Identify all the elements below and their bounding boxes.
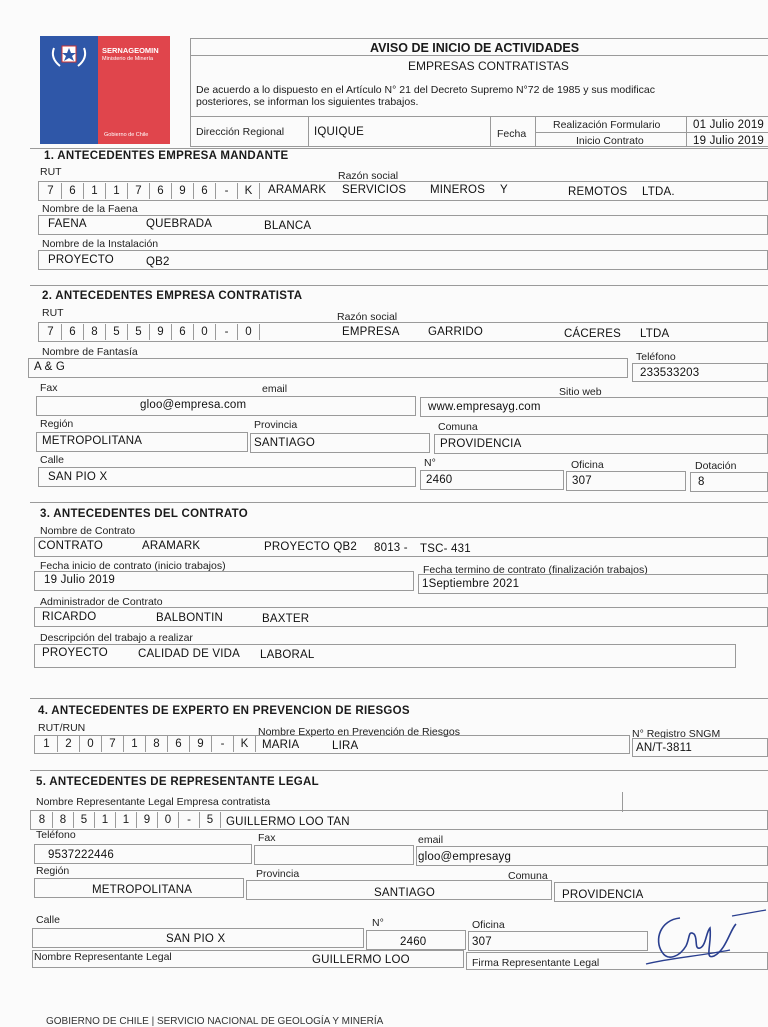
- s2-fantasia-label: Nombre de Fantasía: [42, 346, 138, 358]
- rut-digit-cell: 6: [150, 183, 172, 199]
- rut-digit-cell: -: [212, 736, 234, 752]
- s1-razon-word: SERVICIOS: [342, 184, 407, 196]
- rut-digit-cell: 9: [172, 183, 194, 199]
- s5-region-label: Región: [36, 865, 70, 877]
- s2-provincia-value: SANTIAGO: [254, 437, 316, 449]
- section-1-title: 1. ANTECEDENTES EMPRESA MANDANTE: [44, 150, 289, 162]
- s1-instalacion-word: PROYECTO: [48, 254, 114, 266]
- rut-digit-cell: -: [179, 812, 200, 828]
- rut-digit-cell: 1: [95, 812, 116, 828]
- s3-inicio-label: Fecha inicio de contrato (inicio trabajos): [40, 560, 226, 572]
- s2-numero-label: N°: [424, 457, 436, 469]
- rut-digit-cell: 8: [53, 812, 74, 828]
- s5-numero-value: 2460: [400, 936, 427, 948]
- s5-oficina-label: Oficina: [472, 919, 505, 931]
- s3-nombre-label: Nombre de Contrato: [40, 525, 136, 537]
- rut-digit-cell: 8: [146, 736, 168, 752]
- s2-email-label: email: [262, 383, 288, 395]
- s1-razon-word: Y: [500, 184, 508, 196]
- s3-nombre-word: 8013 -: [374, 542, 408, 554]
- s3-desc-word: LABORAL: [260, 649, 315, 661]
- s3-nombre-word: CONTRATO: [38, 540, 104, 552]
- rut-digit-cell: 1: [124, 736, 146, 752]
- rut-digit-cell: 1: [36, 736, 58, 752]
- rut-digit-cell: 0: [194, 324, 216, 340]
- rut-digit-cell: 5: [106, 324, 128, 340]
- intro-text-line1: De acuerdo a lo dispuesto en el Artículo N° 21 del Decreto Supremo N°72 de 1985 y sus modificac: [196, 84, 655, 96]
- rut-digit-cell: 8: [84, 324, 106, 340]
- s2-calle-label: Calle: [40, 454, 64, 466]
- s1-razon-word: ARAMARK: [268, 184, 327, 196]
- s1-faena-label: Nombre de la Faena: [42, 203, 138, 215]
- s3-termino-value: 1Septiembre 2021: [422, 578, 520, 590]
- s2-rut-label: RUT: [42, 307, 64, 319]
- rut-digit-cell: 6: [62, 183, 84, 199]
- s2-comuna-value: PROVIDENCIA: [440, 438, 522, 450]
- s1-instalacion-word: QB2: [146, 256, 170, 268]
- s1-razon-social-label: Razón social: [338, 170, 399, 182]
- s5-rep-value: GUILLERMO LOO: [312, 954, 410, 966]
- s3-inicio-value: 19 Julio 2019: [44, 574, 116, 586]
- s4-nombre-word: LIRA: [332, 740, 359, 752]
- s2-provincia-label: Provincia: [254, 419, 298, 431]
- s1-rut-label: RUT: [40, 166, 62, 178]
- s5-nombre-value: GUILLERMO LOO TAN: [226, 816, 350, 828]
- s5-telefono-value: 9537222446: [48, 849, 114, 861]
- s1-razon-word: LTDA.: [642, 186, 675, 198]
- s2-calle-value: SAN PIO X: [48, 471, 108, 483]
- s3-desc-word: CALIDAD DE VIDA: [138, 648, 241, 660]
- s1-faena-word: BLANCA: [264, 220, 312, 232]
- s1-rut-cells: [40, 183, 260, 199]
- rut-digit-cell: 0: [80, 736, 102, 752]
- rut-digit-cell: 9: [150, 324, 172, 340]
- s4-rut-cells: [36, 736, 256, 752]
- inicio-contrato-label: Inicio Contrato: [576, 135, 644, 147]
- direccion-regional-label: Dirección Regional: [196, 126, 285, 138]
- s5-numero-label: N°: [372, 917, 384, 929]
- rut-digit-cell: -: [216, 324, 238, 340]
- s5-email-value: gloo@empresayg: [418, 851, 512, 863]
- s2-region-value: METROPOLITANA: [42, 435, 143, 447]
- realizacion-formulario-value: 01 Julio 2019: [693, 119, 765, 131]
- rut-digit-cell: 5: [200, 812, 221, 828]
- s3-nombre-word: TSC- 431: [420, 543, 471, 555]
- s3-termino-label: Fecha termino de contrato (finalización trabajos): [423, 564, 648, 576]
- rut-digit-cell: 0: [158, 812, 179, 828]
- logo-text: SERNAGEOMIN: [102, 46, 159, 55]
- s4-registro-label: N° Registro SNGM: [632, 728, 721, 740]
- s2-dotacion-label: Dotación: [695, 460, 737, 472]
- rut-digit-cell: 7: [102, 736, 124, 752]
- s3-admin-field: [34, 607, 768, 627]
- s2-telefono-label: Teléfono: [636, 351, 676, 363]
- s2-web-label: Sitio web: [559, 386, 602, 398]
- s5-rut-cells: [32, 812, 221, 828]
- s4-rut-label: RUT/RUN: [38, 722, 86, 734]
- s5-provincia-label: Provincia: [256, 868, 300, 880]
- rut-digit-cell: 6: [172, 324, 194, 340]
- rut-digit-cell: K: [234, 736, 256, 752]
- rut-digit-cell: 9: [190, 736, 212, 752]
- s1-instalacion-label: Nombre de la Instalación: [42, 238, 159, 250]
- s2-razon-word: EMPRESA: [342, 326, 400, 338]
- section-2-title: 2. ANTECEDENTES EMPRESA CONTRATISTA: [42, 290, 303, 302]
- s2-web-value: www.empresayg.com: [428, 401, 541, 413]
- rut-digit-cell: 7: [128, 183, 150, 199]
- s5-calle-label: Calle: [36, 914, 60, 926]
- s3-nombre-word: PROYECTO QB2: [264, 541, 357, 553]
- intro-text-line2: posteriores, se informan los siguientes trabajos.: [196, 96, 419, 108]
- realizacion-formulario-label: Realización Formulario: [553, 119, 661, 131]
- rut-digit-cell: 6: [62, 324, 84, 340]
- s2-razon-word: CÁCERES: [564, 328, 621, 340]
- s5-region-value: METROPOLITANA: [92, 884, 193, 896]
- form-title: AVISO DE INICIO DE ACTIVIDADES: [370, 41, 580, 55]
- s5-calle-value: SAN PIO X: [166, 933, 226, 945]
- section-4-title: 4. ANTECEDENTES DE EXPERTO EN PREVENCION DE RIESGOS: [38, 705, 410, 717]
- s2-oficina-label: Oficina: [571, 459, 604, 471]
- s2-numero-value: 2460: [426, 474, 453, 486]
- rut-digit-cell: 7: [40, 324, 62, 340]
- s1-razon-word: REMOTOS: [568, 186, 628, 198]
- form-subtitle: EMPRESAS CONTRATISTAS: [408, 59, 569, 73]
- s5-firma-label: Firma Representante Legal: [472, 957, 600, 969]
- rut-digit-cell: 6: [194, 183, 216, 199]
- rut-digit-cell: 0: [238, 324, 260, 340]
- logo-subtext: Ministerio de Minería: [102, 56, 154, 62]
- s5-nombre-label: Nombre Representante Legal Empresa contratista: [36, 796, 271, 808]
- inicio-contrato-value: 19 Julio 2019: [693, 135, 765, 147]
- s2-fax-label: Fax: [40, 382, 58, 394]
- s3-admin-word: BAXTER: [262, 613, 310, 625]
- logo-red-panel: [98, 36, 170, 144]
- s3-desc-label: Descripción del trabajo a realizar: [40, 632, 193, 644]
- s3-nombre-word: ARAMARK: [142, 540, 201, 552]
- s4-nombre-label: Nombre Experto en Prevención de Riesgos: [258, 726, 460, 738]
- fecha-label: Fecha: [497, 128, 527, 140]
- coat-of-arms-icon: [44, 38, 102, 78]
- s3-desc-word: PROYECTO: [42, 647, 108, 659]
- s2-rut-cells: [40, 324, 260, 340]
- rut-digit-cell: 2: [58, 736, 80, 752]
- s2-dotacion-value: 8: [698, 476, 705, 488]
- s2-comuna-label: Comuna: [438, 421, 478, 433]
- s2-razon-word: LTDA: [640, 328, 670, 340]
- s4-nombre-word: MARIA: [262, 739, 300, 751]
- s4-registro-value: AN/T-3811: [636, 742, 692, 754]
- footer-text: GOBIERNO DE CHILE | SERVICIO NACIONAL DE GEOLOGÍA Y MINERÍA: [46, 1016, 384, 1027]
- s5-fax-field: [254, 845, 414, 865]
- s2-telefono-value: 233533203: [640, 367, 700, 379]
- s2-oficina-value: 307: [572, 475, 592, 487]
- section-5-title: 5. ANTECEDENTES DE REPRESENTANTE LEGAL: [36, 776, 319, 788]
- s2-fantasia-field: [28, 358, 628, 378]
- signature-icon: [640, 906, 768, 970]
- s5-email-label: email: [418, 834, 444, 846]
- rut-digit-cell: 5: [74, 812, 95, 828]
- rut-digit-cell: 8: [32, 812, 53, 828]
- logo-gov-text: Gobierno de Chile: [104, 132, 149, 138]
- s5-comuna-value: PROVIDENCIA: [562, 889, 644, 901]
- s5-rep-label: Nombre Representante Legal: [34, 951, 172, 963]
- rut-digit-cell: K: [238, 183, 260, 199]
- rut-digit-cell: 5: [128, 324, 150, 340]
- s2-razon-word: GARRIDO: [428, 326, 484, 338]
- logo-blue-panel: [40, 36, 98, 144]
- s3-admin-word: BALBONTIN: [156, 612, 223, 624]
- rut-digit-cell: 1: [84, 183, 106, 199]
- rut-digit-cell: 1: [116, 812, 137, 828]
- s2-fantasia-value: A & G: [34, 361, 66, 373]
- rut-digit-cell: -: [216, 183, 238, 199]
- s1-faena-word: QUEBRADA: [146, 218, 213, 230]
- rut-digit-cell: 1: [106, 183, 128, 199]
- s5-oficina-value: 307: [472, 936, 492, 948]
- s5-fax-label: Fax: [258, 832, 276, 844]
- s5-oficina-field: [468, 931, 648, 951]
- s5-comuna-label: Comuna: [508, 870, 548, 882]
- s2-email-value: gloo@empresa.com: [140, 399, 247, 411]
- s5-provincia-value: SANTIAGO: [374, 887, 436, 899]
- rut-digit-cell: 9: [137, 812, 158, 828]
- sernageomin-logo: [40, 36, 170, 144]
- s3-admin-label: Administrador de Contrato: [40, 596, 163, 608]
- s5-telefono-label: Teléfono: [36, 829, 76, 841]
- s2-region-label: Región: [40, 418, 74, 430]
- s2-razon-social-label: Razón social: [337, 311, 398, 323]
- s3-admin-word: RICARDO: [42, 611, 97, 623]
- direccion-regional-value: IQUIQUE: [314, 126, 364, 138]
- rut-digit-cell: 6: [168, 736, 190, 752]
- rut-digit-cell: 7: [40, 183, 62, 199]
- s1-razon-word: MINEROS: [430, 184, 486, 196]
- section-3-title: 3. ANTECEDENTES DEL CONTRATO: [40, 508, 248, 520]
- s1-faena-word: FAENA: [48, 218, 87, 230]
